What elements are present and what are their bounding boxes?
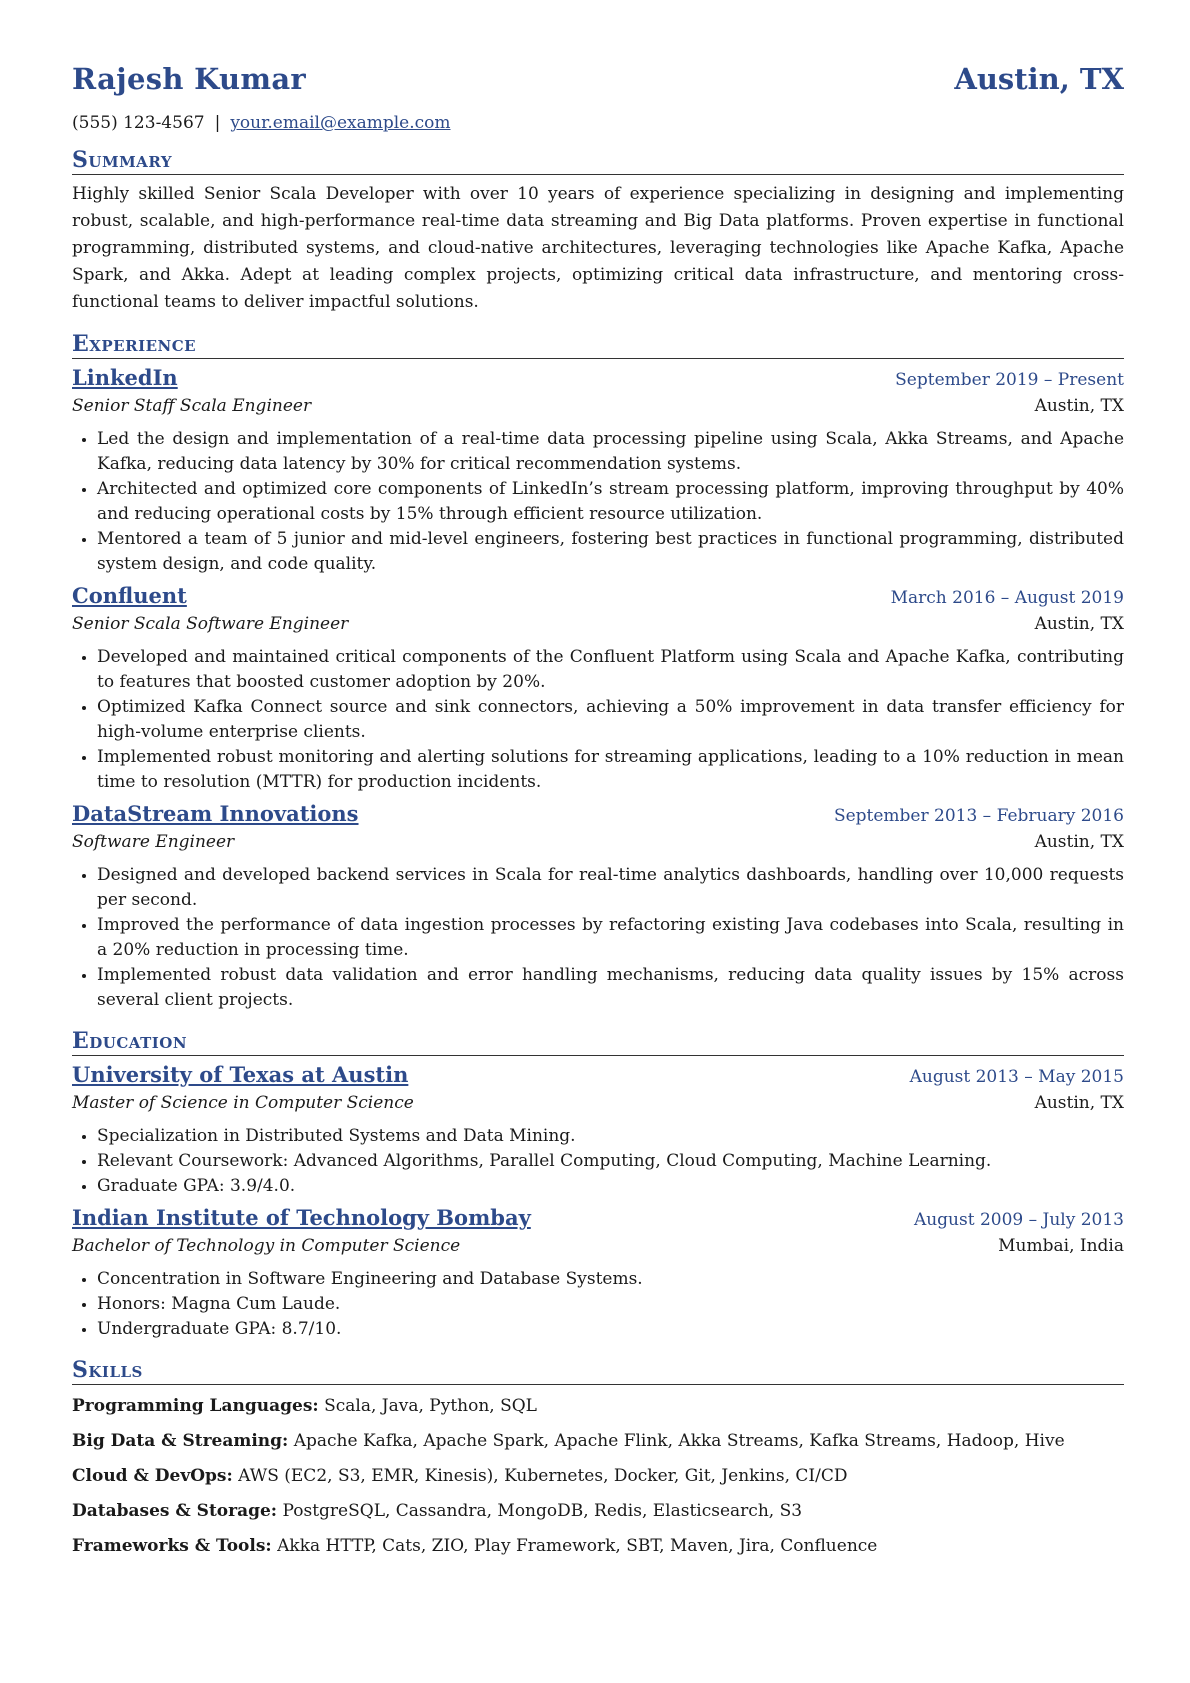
- job-location: Austin, TX: [1034, 832, 1124, 852]
- skill-value: AWS (EC2, S3, EMR, Kinesis), Kubernetes, Docker, Git, Jenkins, CI/CD: [238, 1466, 848, 1486]
- skill-value: Apache Kafka, Apache Spark, Apache Flink, Akka Streams, Kafka Streams, Hadoop, Hive: [293, 1431, 1065, 1451]
- bullet-item: • Architected and optimized core components of LinkedIn’s stream processing platform, improving throughput by 40% and reducing operational costs by 15% through efficient resource utilization.: [97, 477, 1124, 527]
- experience-entry: [72, 799, 1124, 1013]
- job-title: Senior Staff Scala Engineer: [72, 396, 312, 416]
- job-dates: September 2013 – February 2016: [833, 806, 1124, 826]
- experience-entry: [72, 363, 1124, 577]
- company-link[interactable]: DataStream Innovations: [72, 801, 359, 826]
- degree-title: Bachelor of Technology in Computer Science: [72, 1236, 461, 1256]
- job-title: Senior Scala Software Engineer: [72, 614, 349, 634]
- school-link[interactable]: Indian Institute of Technology Bombay: [72, 1205, 531, 1230]
- bullet-item: • Mentored a team of 5 junior and mid-level engineers, fostering best practices in functional programming, distributed system design, and code quality.: [97, 527, 1124, 577]
- resume-page: [72, 62, 1124, 1564]
- bullet-item: • Concentration in Software Engineering and Database Systems.: [97, 1267, 1124, 1292]
- bullet-item: • Implemented robust monitoring and alerting solutions for streaming applications, leading to a 10% reduction in mean time to resolution (MTTR) for production incidents.: [97, 745, 1124, 795]
- job-title: Software Engineer: [72, 832, 235, 852]
- bullet-item: • Led the design and implementation of a real-time data processing pipeline using Scala, Akka Streams, and Apache Kafka, reducing data latency by 30% for critical recommendation systems.: [97, 427, 1124, 477]
- bullet-item: • Specialization in Distributed Systems and Data Mining.: [97, 1124, 1124, 1149]
- job-location: Austin, TX: [1034, 614, 1124, 634]
- email-link[interactable]: your.email@example.com: [230, 113, 451, 133]
- skill-value: Scala, Java, Python, SQL: [324, 1396, 537, 1416]
- job-bullets: [72, 863, 1124, 1013]
- education-bullets: [72, 1124, 1124, 1199]
- skill-label: Frameworks & Tools:: [72, 1536, 272, 1556]
- job-dates: September 2019 – Present: [895, 370, 1124, 390]
- phone-number: (555) 123-4567: [72, 113, 205, 133]
- company-link[interactable]: LinkedIn: [72, 365, 178, 390]
- skill-label: Databases & Storage:: [72, 1501, 278, 1521]
- job-bullets: [72, 427, 1124, 577]
- skill-value: PostgreSQL, Cassandra, MongoDB, Redis, Elasticsearch, S3: [282, 1501, 803, 1521]
- job-dates: March 2016 – August 2019: [890, 588, 1124, 608]
- skill-label: Programming Languages:: [72, 1396, 319, 1416]
- education-heading: Education: [72, 1025, 1124, 1056]
- resume-header: [72, 62, 1124, 106]
- contact-separator: |: [214, 113, 221, 133]
- bullet-item: • Improved the performance of data ingestion processes by refactoring existing Java codebases into Scala, resulting in a 20% reduction in processing time.: [97, 913, 1124, 963]
- skill-line: [72, 1459, 1124, 1494]
- degree-title: Master of Science in Computer Science: [72, 1093, 414, 1113]
- bullet-item: • Graduate GPA: 3.9/4.0.: [97, 1174, 1124, 1199]
- job-location: Austin, TX: [1034, 396, 1124, 416]
- education-entry: [72, 1060, 1124, 1199]
- bullet-item: • Developed and maintained critical components of the Confluent Platform using Scala and Apache Kafka, contributing to features that boosted customer adoption by 20%.: [97, 645, 1124, 695]
- experience-entry: [72, 581, 1124, 795]
- bullet-item: • Designed and developed backend services in Scala for real-time analytics dashboards, handling over 10,000 requests per second.: [97, 863, 1124, 913]
- company-link[interactable]: Confluent: [72, 583, 187, 608]
- education-location: Austin, TX: [1034, 1093, 1124, 1113]
- skill-label: Big Data & Streaming:: [72, 1431, 289, 1451]
- header-location: Austin, TX: [954, 62, 1124, 96]
- skills-list: [72, 1389, 1124, 1564]
- skill-line: [72, 1529, 1124, 1564]
- bullet-item: • Undergraduate GPA: 8.7/10.: [97, 1317, 1124, 1342]
- skill-label: Cloud & DevOps:: [72, 1466, 233, 1486]
- education-bullets: [72, 1267, 1124, 1342]
- bullet-item: • Relevant Coursework: Advanced Algorithms, Parallel Computing, Cloud Computing, Machine Learning.: [97, 1149, 1124, 1174]
- skill-line: [72, 1424, 1124, 1459]
- contact-line: [72, 108, 1124, 138]
- candidate-name: Rajesh Kumar: [72, 62, 307, 96]
- skill-line: [72, 1494, 1124, 1529]
- education-entry: [72, 1203, 1124, 1342]
- skill-line: [72, 1389, 1124, 1424]
- education-dates: August 2009 – July 2013: [913, 1210, 1124, 1230]
- bullet-item: • Implemented robust data validation and error handling mechanisms, reducing data quality issues by 15% across several client projects.: [97, 963, 1124, 1013]
- education-dates: August 2013 – May 2015: [909, 1067, 1124, 1087]
- job-bullets: [72, 645, 1124, 795]
- school-link[interactable]: University of Texas at Austin: [72, 1062, 409, 1087]
- skills-heading: Skills: [72, 1354, 1124, 1385]
- summary-text: Highly skilled Senior Scala Developer with over 10 years of experience specializing in designing and implementing robust, scalable, and high-performance real-time data streaming and Big Data platforms. Proven expertise in functional programming, distributed systems, and cloud-native architectures, leveraging technologies like Apache Kafka, Apache Spark, and Akka. Adept at leading complex projects, optimizing critical data infrastructure, and mentoring cross-functional teams to deliver impactful solutions.: [72, 184, 1124, 312]
- bullet-item: • Optimized Kafka Connect source and sink connectors, achieving a 50% improvement in data transfer efficiency for high-volume enterprise clients.: [97, 695, 1124, 745]
- bullet-item: • Honors: Magna Cum Laude.: [97, 1292, 1124, 1317]
- education-location: Mumbai, India: [998, 1236, 1124, 1256]
- skill-value: Akka HTTP, Cats, ZIO, Play Framework, SBT, Maven, Jira, Confluence: [277, 1536, 878, 1556]
- summary-heading: Summary: [72, 144, 1124, 175]
- experience-heading: Experience: [72, 328, 1124, 359]
